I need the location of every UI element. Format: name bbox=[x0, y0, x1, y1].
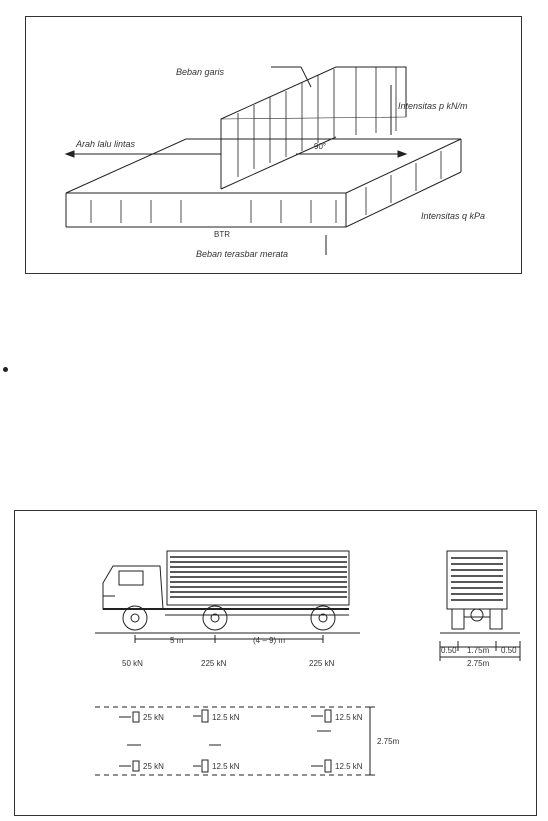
axle-spacing-2: (4 – 9) m bbox=[253, 636, 286, 645]
axle-load-3: 225 kN bbox=[309, 659, 335, 668]
line-load-plane bbox=[221, 67, 406, 189]
axle-spacing-1: 5 m bbox=[170, 636, 184, 645]
truck-cab bbox=[103, 566, 163, 609]
uniform-load-arrows bbox=[91, 151, 441, 223]
angle-label: 90° bbox=[314, 142, 327, 151]
plan-rear-bottom-load: 12.5 kN bbox=[335, 762, 363, 771]
rear-wheel-left bbox=[452, 609, 464, 629]
plan-mid-top-load: 12.5 kN bbox=[212, 713, 240, 722]
plan-width-label: 2.75m bbox=[377, 737, 400, 746]
bullet-icon bbox=[3, 367, 8, 372]
truck-drawing bbox=[15, 511, 536, 815]
intensity-area-label: Intensitas q kPa bbox=[421, 211, 486, 221]
rear-edge-right: 0.50 bbox=[501, 646, 517, 655]
rear-center-width: 1.75m bbox=[467, 646, 490, 655]
line-load-arrows bbox=[238, 67, 396, 177]
rear-edge-left: 0.50 bbox=[441, 646, 457, 655]
plan-front-top-load: 25 kN bbox=[143, 713, 164, 722]
uniform-load-label: Beban terasbar merata bbox=[196, 249, 289, 259]
axle-load-2: 225 kN bbox=[201, 659, 227, 668]
plan-rear-top-load: 12.5 kN bbox=[335, 713, 363, 722]
axle-load-1: 50 kN bbox=[122, 659, 143, 668]
rear-wheel-right bbox=[490, 609, 502, 629]
rear-total-width: 2.75m bbox=[467, 659, 490, 668]
lane-load-figure bbox=[25, 16, 522, 274]
truck-load-figure bbox=[14, 510, 537, 816]
line-load-label: Beban garis bbox=[176, 67, 225, 77]
traffic-direction-label: Arah lalu lintas bbox=[76, 139, 136, 149]
slab-bottom-edge bbox=[66, 172, 461, 227]
plan-front-bottom-load: 25 kN bbox=[143, 762, 164, 771]
cargo-stripes bbox=[170, 557, 347, 597]
lane-load-drawing bbox=[26, 17, 521, 273]
plan-mid-bottom-load: 12.5 kN bbox=[212, 762, 240, 771]
intensity-line-label: Intensitas p kN/m bbox=[398, 101, 468, 111]
btr-label: BTR bbox=[214, 230, 230, 239]
